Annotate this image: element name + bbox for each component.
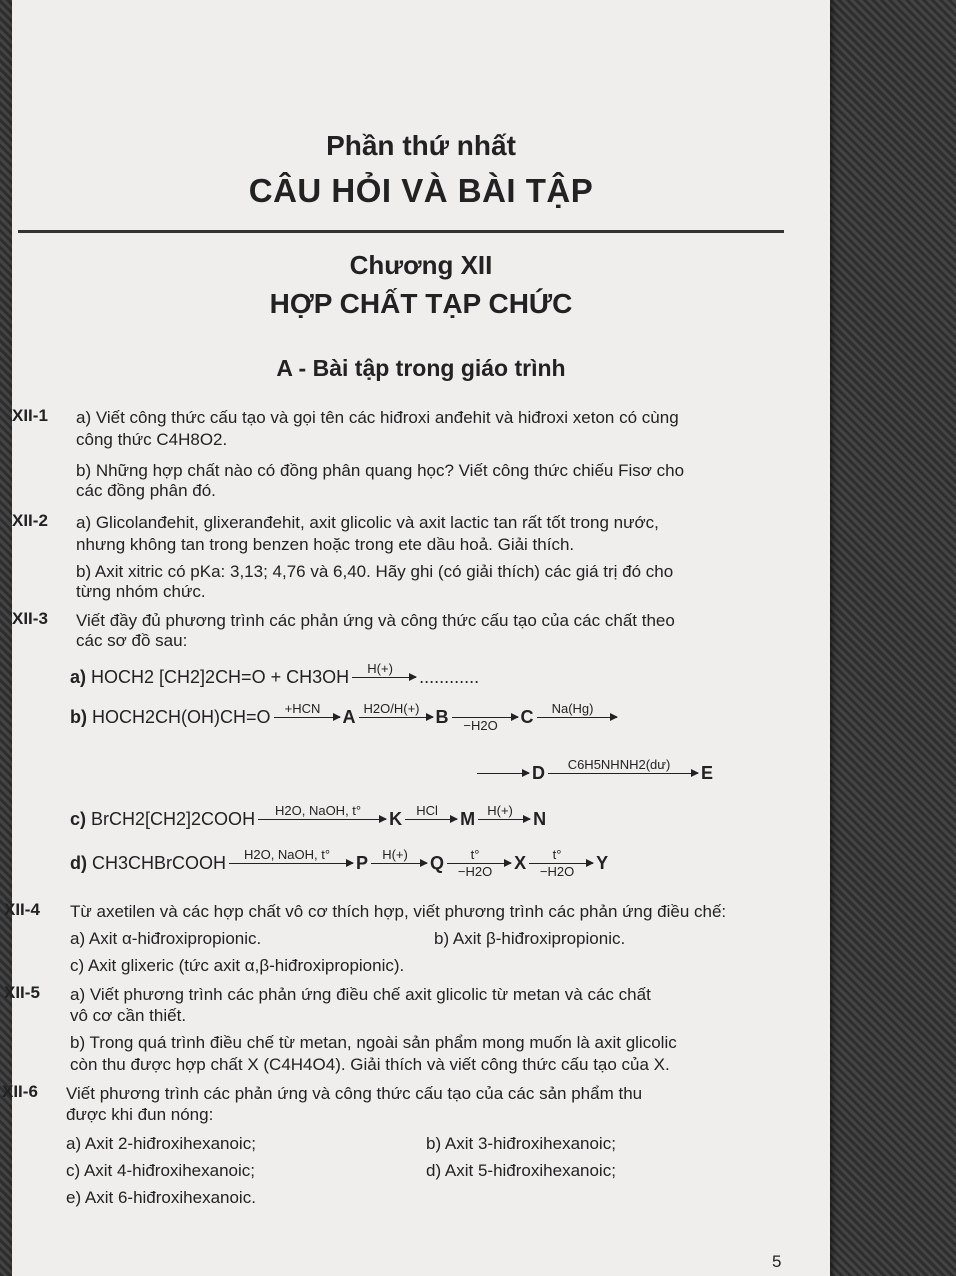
problem-text: còn thu được hợp chất X (C4H4O4). Giải thích và viết công thức cấu tạo của X. [70,1055,670,1074]
compound-C: C [520,707,534,727]
arrow-condition: HCl [416,803,438,818]
reaction-arrow [229,848,353,879]
problem-text: e) Axit 6-hiđroxihexanoic. [66,1188,256,1207]
arrow-condition: H(+) [367,661,393,676]
problem-number: XII-4 [4,900,40,919]
compound-D: D [532,763,545,783]
arrow-condition: H2O/H(+) [363,701,420,716]
reaction-arrow [352,662,416,693]
compound-B: B [435,707,449,727]
arrow-condition: −H2O [539,864,575,879]
scheme-label: c) [70,809,87,829]
scheme-label: a) [70,667,87,687]
arrow-condition: t° [552,847,562,862]
reaction-arrow [274,702,340,733]
chapter-heading: Chương XII [349,250,493,280]
problem-text: c) Axit 4-hiđroxihexanoic; [66,1161,255,1180]
reaction-arrow [548,758,698,789]
arrow-condition: t° [470,847,480,862]
compound-N: N [533,809,547,829]
reaction-arrow [359,702,433,733]
compound-X: X [514,853,527,873]
scheme-label: b) [70,707,87,727]
problem-text: a) Viết công thức cấu tạo và gọi tên các hiđroxi anđehit và hiđroxi xeton có cùng [76,408,679,427]
product-blank: ............ [419,667,480,687]
reactants: HOCH2 [CH2]2CH=O + CH3OH [91,667,350,687]
compound-P: P [356,853,369,873]
reaction-arrow [537,702,617,733]
compound-A: A [342,707,356,727]
reactant: HOCH2CH(OH)CH=O [92,707,271,727]
chapter-title: HỢP CHẤT TẠP CHỨC [269,288,573,319]
problem-text: a) Axit α-hiđroxipropionic. [70,929,262,948]
reaction-arrow [258,804,386,835]
reaction-arrow [371,848,427,879]
arrow-condition: −H2O [457,864,493,879]
reactant: CH3CHBrCOOH [92,853,227,873]
problem-text: a) Glicolanđehit, glixeranđehit, axit glicolic và axit lactic tan rất tốt trong nước, [76,513,659,532]
reaction-arrow [447,848,511,879]
arrow-condition: −H2O [463,718,498,733]
compound-Q: Q [430,853,445,873]
reaction-arrow [452,702,518,733]
arrow-condition: +HCN [284,701,321,716]
problem-text: Từ axetilen và các hợp chất vô cơ thích hợp, viết phương trình các phản ứng điều chế: [70,902,727,921]
problem-text: các đồng phân đó. [76,481,216,500]
problem-text: c) Axit glixeric (tức axit α,β-hiđroxipropionic). [70,956,405,975]
problem-text: b) Axit 3-hiđroxihexanoic; [426,1134,616,1153]
problem-number: XII-3 [12,609,48,628]
problem-text: được khi đun nóng: [66,1105,214,1124]
scheme-label: d) [70,853,87,873]
reaction-scheme-b-cont [474,758,713,789]
problem-text: b) Axit β-hiđroxipropionic. [434,929,626,948]
reaction-arrow [529,848,593,879]
reaction-scheme-d [70,848,608,879]
compound-K: K [389,809,403,829]
page-number: 5 [772,1252,782,1271]
problem-text: công thức C4H8O2. [76,430,228,449]
arrow-condition: H2O, NaOH, t° [275,803,362,818]
problem-number: XII-2 [12,511,48,530]
problem-text: Viết phương trình các phản ứng và công thức cấu tạo của các sản phẩm thu [66,1084,643,1103]
problem-number: XII-5 [4,983,40,1002]
arrow-condition: Na(Hg) [551,701,594,716]
reaction-scheme-c [70,804,546,835]
part-heading: Phần thứ nhất [326,130,516,161]
title-divider [18,230,784,233]
reactant: BrCH2[CH2]2COOH [91,809,256,829]
reaction-arrow [478,804,530,835]
arrow-condition: H(+) [382,847,408,862]
reaction-scheme-b [70,702,620,733]
problem-text: b) Trong quá trình điều chế từ metan, ngoài sản phẩm mong muốn là axit glicolic [70,1033,677,1052]
problem-text: từng nhóm chức. [76,582,206,601]
arrow-condition: H(+) [487,803,513,818]
reaction-arrow [405,804,457,835]
compound-E: E [701,763,714,783]
compound-Y: Y [596,853,609,873]
arrow-condition: H2O, NaOH, t° [243,847,331,862]
problem-text: b) Axit xitric có pKa: 3,13; 4,76 và 6,40. Hãy ghi (có giải thích) các giá trị đó cho [76,562,674,581]
compound-M: M [460,809,476,829]
reaction-scheme-a [70,662,479,693]
problem-text: vô cơ cần thiết. [70,1006,187,1025]
part-title: CÂU HỎI VÀ BÀI TẬP [248,172,594,209]
problem-text: nhưng không tan trong benzen hoặc trong ete dầu hoả. Giải thích. [76,535,575,554]
reaction-arrow [477,758,529,789]
problem-text: Viết đầy đủ phương trình các phản ứng và công thức cấu tạo của các chất theo [76,611,675,630]
problem-text: a) Viết phương trình các phản ứng điều chế axit glicolic từ metan và các chất [70,985,651,1004]
problem-text: các sơ đồ sau: [76,631,188,650]
problem-text: d) Axit 5-hiđroxihexanoic; [426,1161,616,1180]
problem-text: b) Những hợp chất nào có đồng phân quang học? Viết công thức chiếu Fisơ cho [76,461,685,480]
problem-number: XII-1 [12,406,48,425]
book-page [2,0,830,1276]
section-heading: A - Bài tập trong giáo trình [276,355,566,381]
arrow-condition: C6H5NHNH2(dư) [567,757,671,772]
problem-number: XII-6 [2,1082,38,1101]
problem-text: a) Axit 2-hiđroxihexanoic; [66,1134,256,1153]
